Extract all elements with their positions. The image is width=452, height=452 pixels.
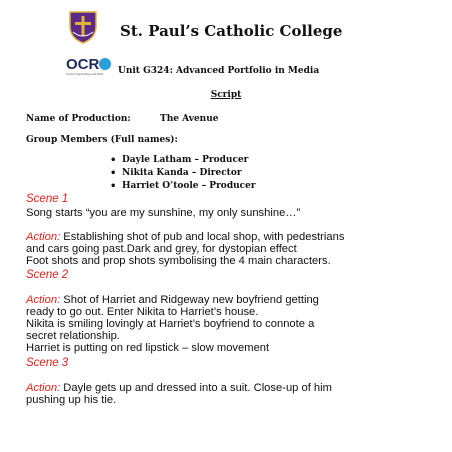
production-name-label: Name of Production: xyxy=(26,114,131,124)
script-line-text: Shot of Harriet and Ridgeway new boyfriend getting xyxy=(60,294,319,306)
script-line-text: Dayle gets up and dressed into a suit. Close-up of him xyxy=(60,382,332,394)
script-line xyxy=(26,394,116,406)
script-line-text: Song starts “you are my sunshine, my only sunshine…” xyxy=(26,207,301,219)
script-line xyxy=(26,382,332,394)
script-line-text: Harriet is putting on red lipstick – slow movement xyxy=(26,342,270,354)
script-line xyxy=(26,294,319,306)
document-title-text: Script xyxy=(210,90,242,100)
script-line xyxy=(26,330,120,342)
scene-heading: Scene 3 xyxy=(26,357,69,369)
action-label: Action: xyxy=(26,382,61,394)
list-item: • Harriet O’toole – Producer xyxy=(110,180,256,193)
script-line xyxy=(26,255,331,267)
production-name-value: The Avenue xyxy=(160,114,219,124)
script-line xyxy=(26,243,297,255)
action-label: Action: xyxy=(26,294,61,306)
script-line-text: secret relationship. xyxy=(26,330,120,342)
script-line xyxy=(26,318,314,330)
exam-board-logo-text: OCR xyxy=(66,56,100,73)
exam-board-logo xyxy=(66,56,112,78)
unit-heading: Unit G324: Advanced Portfolio in Media xyxy=(118,66,320,76)
script-line-text: Foot shots and prop shots symbolising the 4 main characters. xyxy=(26,255,331,267)
action-label: Action: xyxy=(26,231,61,243)
document-title xyxy=(0,84,452,102)
script-line xyxy=(26,342,269,354)
script-line xyxy=(26,231,344,243)
script-line-text: pushing up his tie. xyxy=(26,394,117,406)
script-line xyxy=(26,306,258,318)
list-item: • Nikita Kanda – Director xyxy=(110,167,256,180)
school-name: St. Paul’s Catholic College xyxy=(120,22,343,40)
script-line-text: ready to go out. Enter Nikita to Harriet’s house. xyxy=(26,306,259,318)
script-line xyxy=(26,207,300,219)
group-members-list xyxy=(110,154,256,193)
list-item: • Dayle Latham – Producer xyxy=(110,154,256,167)
exam-board-logo-subtext: Oxford Cambridge and RSA xyxy=(66,72,104,76)
script-line-text: Nikita is smiling lovingly at Harriet’s boyfriend to connote a xyxy=(26,318,315,330)
script-line-text: and cars going past.Dark and grey, for dystopian effect xyxy=(26,243,297,255)
group-members-label: Group Members (Full names): xyxy=(26,135,178,145)
ocr-swoosh-icon xyxy=(99,58,111,70)
scene-heading: Scene 2 xyxy=(26,269,69,281)
school-crest-icon xyxy=(68,10,98,44)
scene-heading: Scene 1 xyxy=(26,193,69,205)
script-line-text: Establishing shot of pub and local shop, with pedestrians xyxy=(60,231,345,243)
